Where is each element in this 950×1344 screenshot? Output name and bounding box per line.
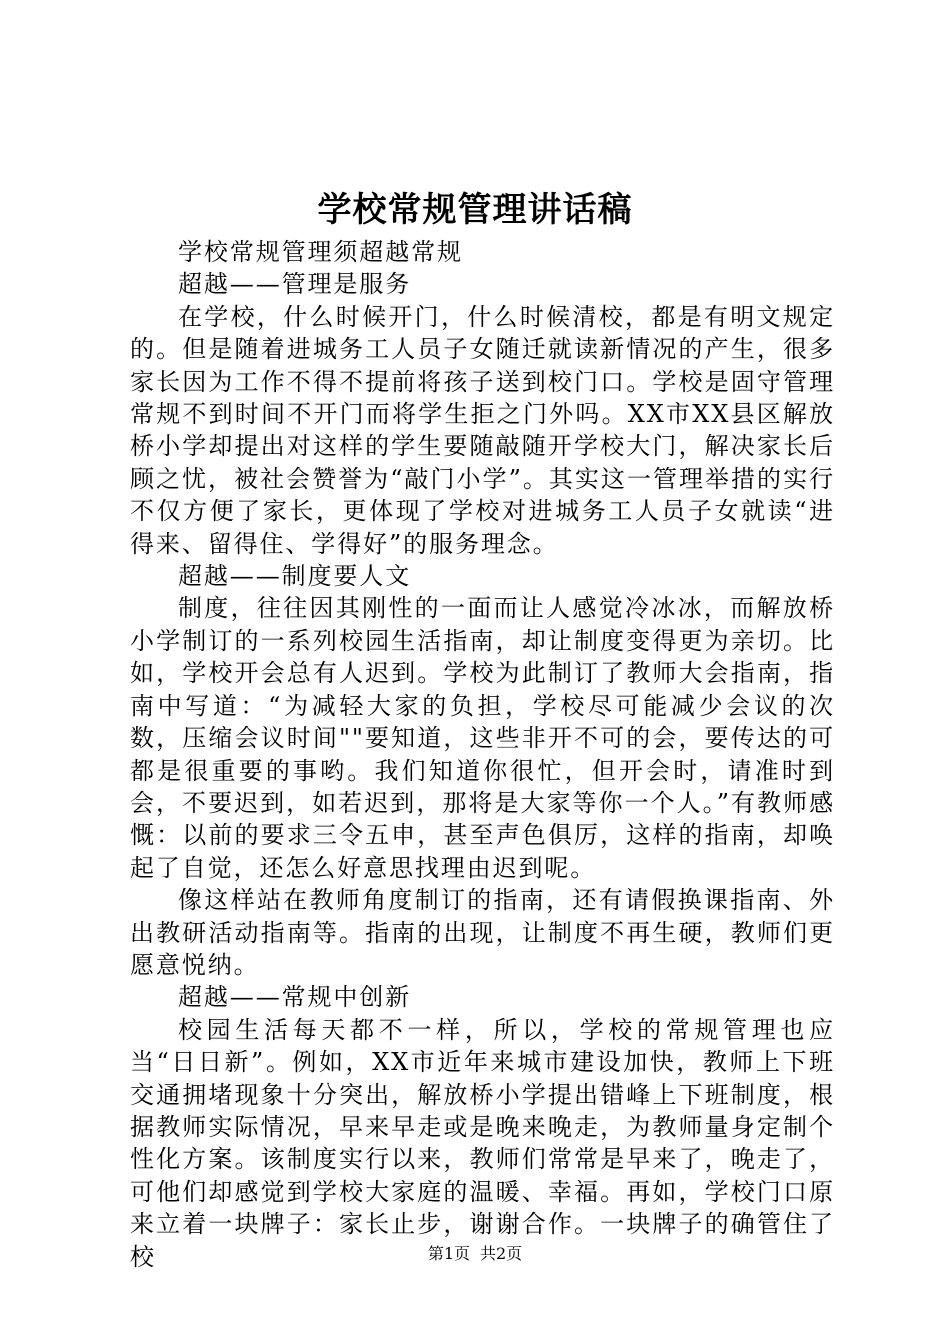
page-footer [0,1243,950,1265]
page-total: 共2页 [480,1244,523,1263]
paragraph: 制度，往往因其刚性的一面而让人感觉冷冰冰，而解放桥小学制订的一系列校园生活指南，却让制度变得更为亲切。比如，学校开会总有人迟到。学校为此制订了教师大会指南，指南中写道：“为减轻大家的负担，学校尽可能减少会议的次数，压缩会议时间""要知道，这些非开不可的会，要传达的可都是很重要的事哟。我们知道你很忙，但开会时，请准时到会，不要迟到，如若迟到，那将是大家等你一个人。”有教师感慨：以前的要求三令五申，甚至声色俱厉，这样的指南，却唤起了自觉，还怎么好意思找理由迟到呢。 [130,594,835,882]
paragraph: 在学校，什么时候开门，什么时候清校，都是有明文规定的。但是随着进城务工人员子女随迁就读新情况的产生，很多家长因为工作不得不提前将孩子送到校门口。学校是固守管理常规不到时间不开门而将学生拒之门外吗。XX市XX县区解放桥小学却提出对这样的学生要随敲随开学校大门，解决家长后顾之忧，被社会赞誉为“敲门小学”。其实这一管理举措的实行不仅方便了家长，更体现了学校对进城务工人员子女就读“进得来、留得住、学得好”的服务理念。 [130,302,835,558]
paragraph: 校园生活每天都不一样，所以，学校的常规管理也应当“日日新”。例如，XX市近年来城市建设加快，教师上下班交通拥堵现象十分突出，解放桥小学提出错峰上下班制度，根据教师实际情况，早来早走或是晚来晚走，为教师量身定制个性化方案。该制度实行以来，教师们常常是早来了，晚走了，可他们却感觉到学校大家庭的温暖、幸福。再如，学校门口原来立着一块牌子：家长止步，谢谢合作。一块牌子的确管住了校 [130,1015,835,1271]
paragraph-heading-main: 学校常规管理须超越常规 [178,238,463,266]
section-heading-service: 超越——管理是服务 [178,270,412,299]
page-number: 第1页 [427,1244,470,1263]
document-body [130,236,835,1273]
document-title: 学校常规管理讲话稿 [317,190,633,230]
section-heading-innovation: 超越——常规中创新 [178,983,412,1012]
section-heading-humanistic: 超越——制度要人文 [178,562,412,591]
paragraph: 像这样站在教师角度制订的指南，还有请假换课指南、外出教研活动指南等。指南的出现，让制度不再生硬，教师们更愿意悦纳。 [130,886,835,979]
